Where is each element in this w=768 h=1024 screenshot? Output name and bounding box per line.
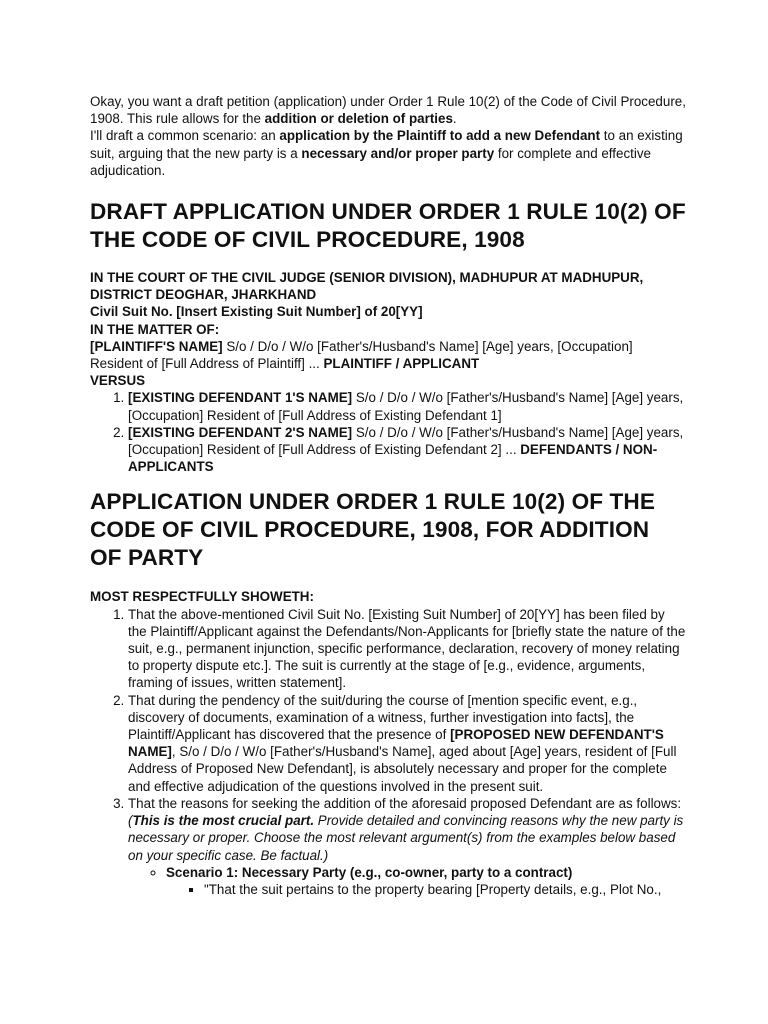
ground-text: That the above-mentioned Civil Suit No. [Existing Suit Number] of 20[YY] has been filed by the Plaintiff/Applicant against the Defendants/Non-Applicants for [briefly state the nature of the suit, e.g., permanent injunction, specific performance, declaration, recovery of money relating to property dispute etc.]. The suit is currently at the stage of [e.g., evidence, arguments, framing of issues, written statement]. bbox=[128, 606, 686, 691]
document-page bbox=[90, 93, 686, 898]
suit-number: Civil Suit No. [Insert Existing Suit Number] of 20[YY] bbox=[90, 304, 423, 320]
scenario-text: "That the suit pertains to the property bearing [Property details, e.g., Plot No., bbox=[204, 881, 662, 897]
instruction-emphasis: This is the most crucial part. bbox=[132, 813, 315, 829]
intro-text: . bbox=[452, 111, 457, 127]
ground-text: That the reasons for seeking the addition of the aforesaid proposed Defendant are as follows: bbox=[128, 795, 682, 811]
intro-paragraph-2 bbox=[90, 127, 686, 179]
proposed-defendant-name: [PROPOSED NEW DEFENDANT'S NAME] bbox=[128, 727, 664, 760]
intro-text: for complete and effective adjudication. bbox=[90, 145, 651, 178]
ground-text: That during the pendency of the suit/during the course of [mention specific event, e.g., discovery of documents, examination of a witness, further investigation into facts], the Plaintiff/Applicant has discovered that the presence of bbox=[128, 692, 638, 743]
scenario-bullets bbox=[166, 881, 686, 898]
defendant-role: DEFENDANTS / NON-APPLICANTS bbox=[128, 442, 658, 475]
intro-emphasis: addition or deletion of parties bbox=[264, 111, 453, 127]
list-item bbox=[128, 389, 686, 423]
plaintiff-block bbox=[90, 338, 686, 372]
intro-emphasis: application by the Plaintiff to add a new Defendant bbox=[279, 128, 601, 144]
defendants-list bbox=[90, 389, 686, 475]
plaintiff-details: S/o / D/o / W/o [Father's/Husband's Name] [Age] years, [Occupation] Resident of [Full Address of Plaintiff] ... bbox=[90, 338, 633, 372]
heading-application-addition-of-party: APPLICATION UNDER ORDER 1 RULE 10(2) OF THE CODE OF CIVIL PROCEDURE, 1908, FOR ADDITION OF PARTY bbox=[90, 489, 656, 571]
list-item bbox=[166, 864, 686, 898]
court-name: IN THE COURT OF THE CIVIL JUDGE (SENIOR DIVISION), MADHUPUR AT MADHUPUR, DISTRICT DEOGHAR, JHARKHAND bbox=[90, 270, 644, 303]
defendant-name: [EXISTING DEFENDANT 1'S NAME] bbox=[128, 390, 353, 406]
plaintiff-role: PLAINTIFF / APPLICANT bbox=[323, 356, 480, 372]
list-item bbox=[128, 606, 686, 692]
showeth-label: MOST RESPECTFULLY SHOWETH: bbox=[90, 589, 314, 605]
defendant-details: S/o / D/o / W/o [Father's/Husband's Name] [Age] years, [Occupation] Resident of [Full Address of Existing Defendant 1] bbox=[128, 390, 684, 423]
list-item bbox=[128, 795, 686, 898]
grounds-list bbox=[90, 606, 686, 898]
heading-draft-application: DRAFT APPLICATION UNDER ORDER 1 RULE 10(2) OF THE CODE OF CIVIL PROCEDURE, 1908 bbox=[90, 199, 686, 253]
intro-text: Okay, you want a draft petition (application) under Order 1 Rule 10(2) of the Code of Civil Procedure, 1908. This rule allows for the bbox=[90, 94, 686, 127]
plaintiff-name: [PLAINTIFF'S NAME] bbox=[90, 338, 223, 354]
intro-emphasis: necessary and/or proper party bbox=[301, 145, 495, 161]
intro-text: to an existing suit, arguing that the new party is a bbox=[90, 128, 683, 161]
scenario-title: Scenario 1: Necessary Party (e.g., co-owner, party to a contract) bbox=[166, 864, 573, 880]
versus-label: VERSUS bbox=[90, 373, 146, 389]
defendant-details: S/o / D/o / W/o [Father's/Husband's Name] [Age] years, [Occupation] Resident of [Full Address of Existing Defendant 2] ... bbox=[128, 424, 684, 458]
matter-label: IN THE MATTER OF: bbox=[90, 321, 220, 337]
instruction-text: Provide detailed and convincing reasons why the new party is necessary or proper. Choose the most relevant argument(s) from the examples below based on your specific case. Be factual.) bbox=[128, 813, 684, 863]
instruction-text: ( bbox=[128, 813, 133, 829]
scenario-list bbox=[128, 864, 686, 898]
intro-paragraph-1 bbox=[90, 93, 686, 127]
intro-text: I'll draft a common scenario: an bbox=[90, 128, 280, 144]
ground-text: , S/o / D/o / W/o [Father's/Husband's Name], aged about [Age] years, resident of [Full Address of Proposed New Defendant], is absolutely necessary and proper for the complete and effective adjudication of the questions involved in the present suit. bbox=[128, 744, 677, 794]
defendant-name: [EXISTING DEFENDANT 2'S NAME] bbox=[128, 424, 353, 440]
list-item bbox=[204, 881, 686, 898]
list-item bbox=[128, 424, 686, 476]
list-item bbox=[128, 692, 686, 795]
